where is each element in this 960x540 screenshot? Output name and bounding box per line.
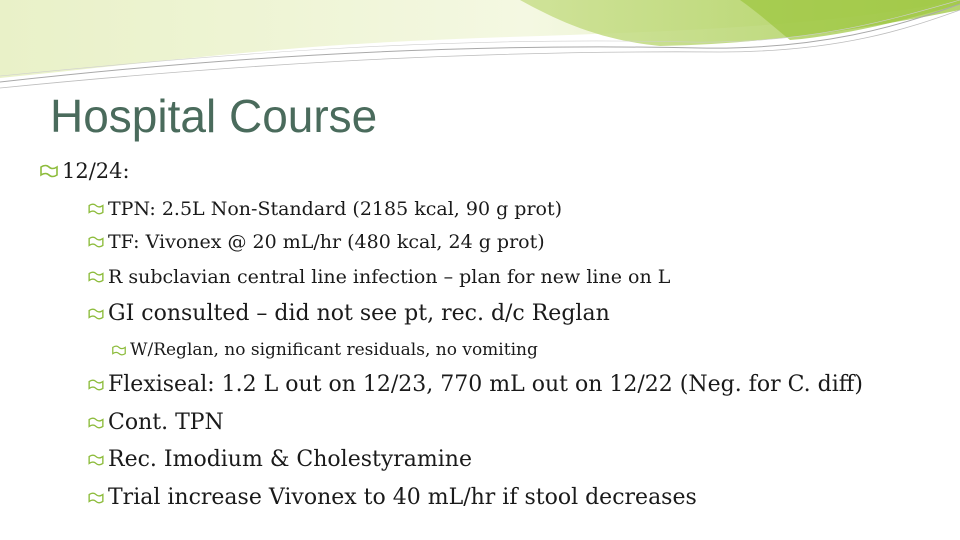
- bullet-date: [40, 159, 130, 183]
- bullet-reglan: [112, 340, 538, 360]
- ribbon-bullet-icon: [88, 417, 104, 429]
- bullet-line-infection: [88, 266, 670, 288]
- slide-title: Hospital Course: [50, 90, 378, 142]
- bullet-text: Trial increase Vivonex to 40 mL/hr if stool decreases: [108, 485, 697, 510]
- bullet-text: Cont. TPN: [108, 410, 224, 435]
- bullet-imodium: [88, 447, 472, 472]
- bullet-tpn: [88, 198, 562, 220]
- bullet-text: Rec. Imodium & Cholestyramine: [108, 447, 472, 472]
- ribbon-bullet-icon: [112, 345, 126, 356]
- bullet-text: 12/24:: [62, 159, 130, 183]
- bullet-text: TF: Vivonex @ 20 mL/hr (480 kcal, 24 g prot): [108, 231, 545, 253]
- ribbon-bullet-icon: [88, 454, 104, 466]
- bullet-gi-consult: [88, 301, 610, 326]
- bullet-trial-increase: [88, 485, 697, 510]
- bullet-text: W/Reglan, no significant residuals, no vomiting: [130, 340, 538, 360]
- bullet-tube-feeding: [88, 231, 545, 253]
- bullet-text: Flexiseal: 1.2 L out on 12/23, 770 mL out on 12/22 (Neg. for C. diff): [108, 372, 863, 397]
- ribbon-bullet-icon: [88, 271, 104, 283]
- ribbon-bullet-icon: [88, 203, 104, 215]
- ribbon-bullet-icon: [88, 308, 104, 320]
- ribbon-bullet-icon: [88, 492, 104, 504]
- bullet-flexiseal: [88, 372, 863, 397]
- ribbon-bullet-icon: [88, 379, 104, 391]
- bullet-cont-tpn: [88, 410, 224, 435]
- ribbon-bullet-icon: [40, 164, 58, 178]
- bullet-text: GI consulted – did not see pt, rec. d/c Reglan: [108, 301, 610, 326]
- ribbon-bullet-icon: [88, 236, 104, 248]
- bullet-text: TPN: 2.5L Non-Standard (2185 kcal, 90 g prot): [108, 198, 563, 220]
- bullet-text: R subclavian central line infection – plan for new line on L: [108, 266, 671, 288]
